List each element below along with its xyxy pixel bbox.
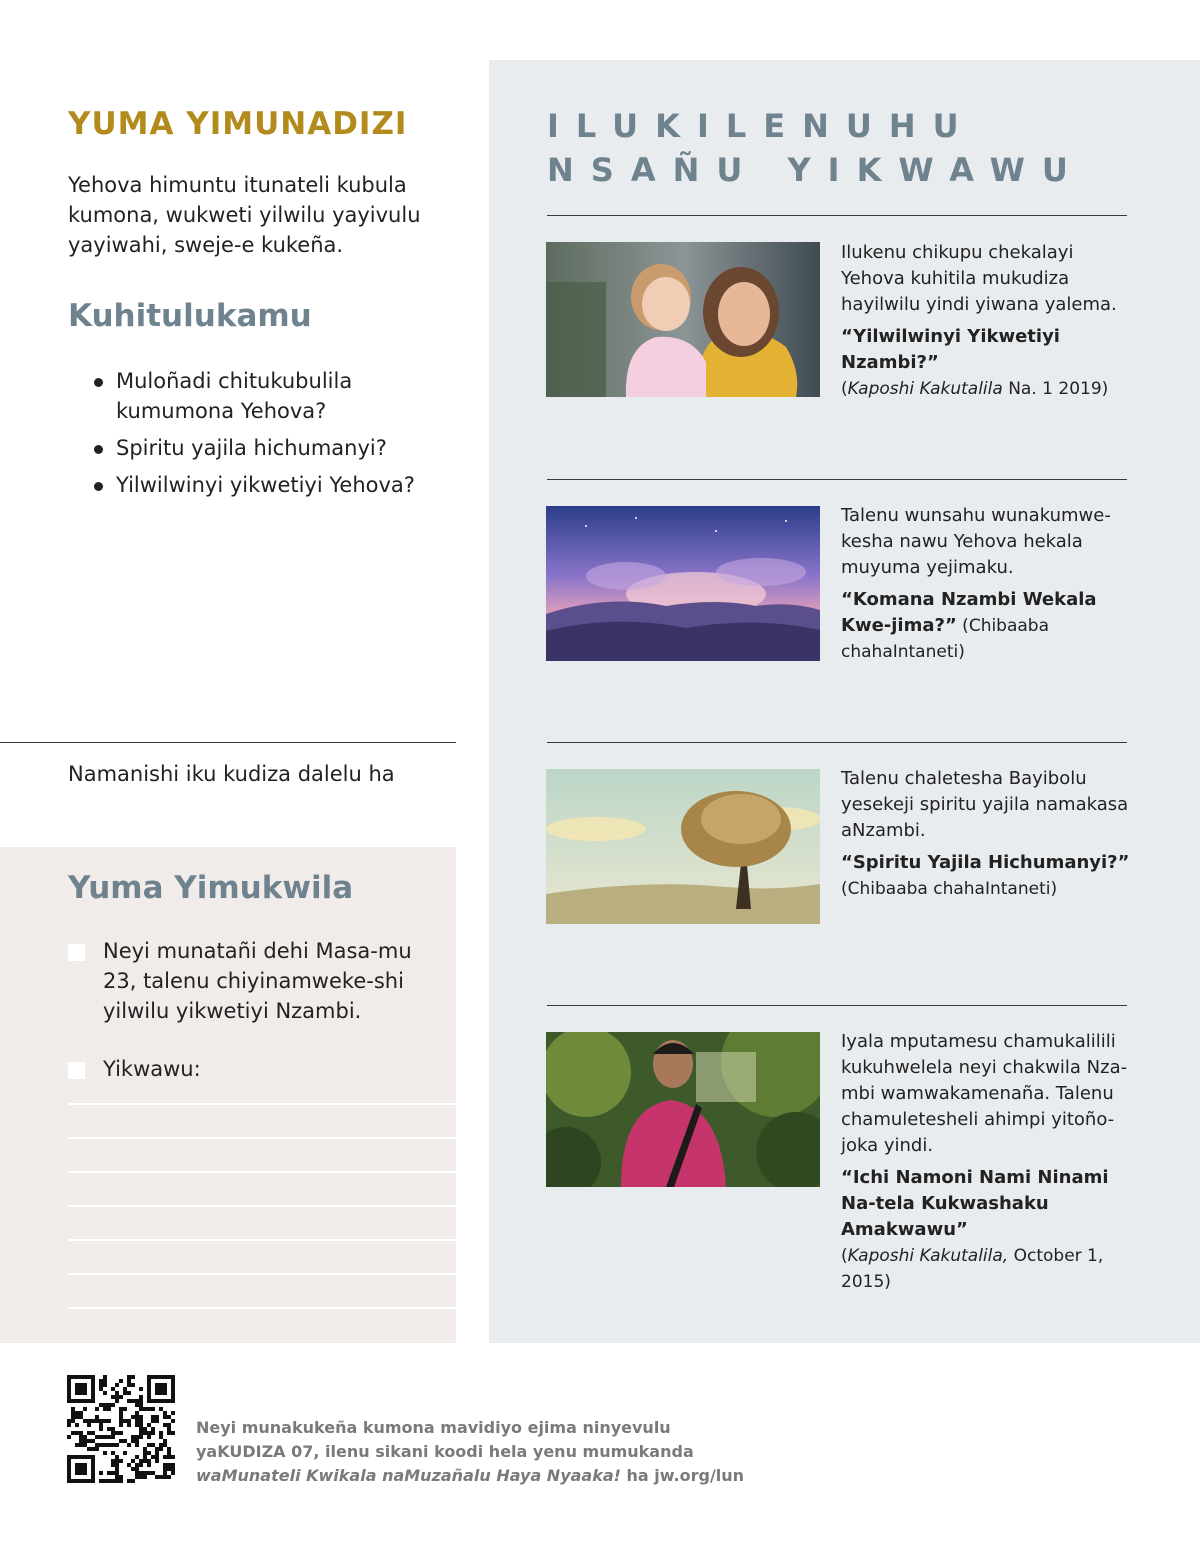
resource-card (841, 766, 1131, 902)
intro-paragraph: Yehova himuntu itunateli kubula kumona, wukweti yilwilu yayivulu yayiwahi, sweje-e kukeña. (68, 173, 421, 257)
writing-line[interactable] (68, 1273, 456, 1275)
resource-title[interactable]: “Komana Nzambi Wekala Kwe-jima?” (841, 589, 1097, 636)
divider (547, 215, 1127, 216)
resource-title[interactable]: “Ichi Namoni Nami Ninami Na-tela Kukwashaku Amakwawu” (841, 1167, 1109, 1240)
section-heading: YUMA YIMUNADIZI (68, 106, 408, 142)
further-study-title: ILUKILENUHU NSAÑU YIKWAWU (547, 107, 1085, 189)
writing-line[interactable] (68, 1171, 456, 1173)
divider (547, 479, 1127, 480)
resource-card (841, 1029, 1131, 1295)
mother-and-baby-photo[interactable] (546, 242, 820, 397)
resource-description: Talenu wunsahu wunakumwe-kesha nawu Yehova hekala muyuma yejimaku. (841, 505, 1111, 578)
resource-source: (Chibaaba chahaIntaneti) (841, 879, 1058, 899)
checkbox[interactable] (68, 944, 85, 961)
qr-code-icon[interactable] (67, 1375, 175, 1483)
completion-date-line: Namanishi iku kudiza dalelu ha (68, 762, 395, 786)
resource-card (841, 240, 1131, 402)
list-item: Spiritu yajila hichumanyi? (92, 433, 452, 463)
resource-source: (Chibaaba chahaIntaneti) (841, 616, 1050, 662)
sunrise-over-mountains-illustration[interactable] (546, 506, 820, 661)
resource-card (841, 503, 1131, 665)
task-heading: Yuma Yimukwila (68, 870, 354, 906)
man-in-garden-photo[interactable] (546, 1032, 820, 1187)
resource-source: (Kaposhi Kakutalila Na. 1 2019) (841, 379, 1109, 399)
task-item (68, 1054, 438, 1084)
tree-in-wind-illustration[interactable] (546, 769, 820, 924)
divider (0, 742, 456, 743)
review-heading: Kuhitulukamu (68, 298, 312, 334)
resource-title[interactable]: “Spiritu Yajila Hichumanyi?” (841, 852, 1130, 873)
writing-line[interactable] (68, 1239, 456, 1241)
footer-note: Neyi munakukeña kumona mavidiyo ejima ninyevulu yaKUDIZA 07, ilenu sikani koodi hela yenu mumukanda waMunateli Kwikala naMuzañalu Haya Nyaaka! ha jw.org/lun (196, 1418, 745, 1485)
review-questions (92, 366, 452, 507)
writing-line[interactable] (68, 1205, 456, 1207)
writing-line[interactable] (68, 1307, 456, 1309)
resource-description: Talenu chaletesha Bayibolu yesekeji spiritu yajila namakasa aNzambi. (841, 768, 1129, 841)
writing-line[interactable] (68, 1103, 456, 1105)
divider (547, 1005, 1127, 1006)
task-label: Yikwawu: (103, 1057, 201, 1081)
list-item: Muloñadi chitukubulila kumumona Yehova? (92, 366, 452, 426)
task-label: Neyi munatañi dehi Masa-mu 23, talenu chiyinamweke-shi yilwilu yikwetiyi Nzambi. (103, 939, 412, 1023)
resource-source: (Kaposhi Kakutalila, October 1, 2015) (841, 1246, 1104, 1292)
resource-title[interactable]: “Yilwilwinyi Yikwetiyi Nzambi?” (841, 326, 1060, 373)
divider (547, 742, 1127, 743)
list-item: Yilwilwinyi yikwetiyi Yehova? (92, 470, 452, 500)
task-item (68, 936, 438, 1026)
writing-line[interactable] (68, 1137, 456, 1139)
checkbox[interactable] (68, 1062, 85, 1079)
resource-description: Ilukenu chikupu chekalayi Yehova kuhitila mukudiza hayilwilu yindi yiwana yalema. (841, 242, 1117, 315)
task-panel (0, 847, 456, 1343)
resource-description: Iyala mputamesu chamukalilili kukuhwelela neyi chakwila Nza-mbi wamwakamenaña. Talenu chamuletesheli ahimpi yitoño-joka yindi. (841, 1031, 1128, 1156)
